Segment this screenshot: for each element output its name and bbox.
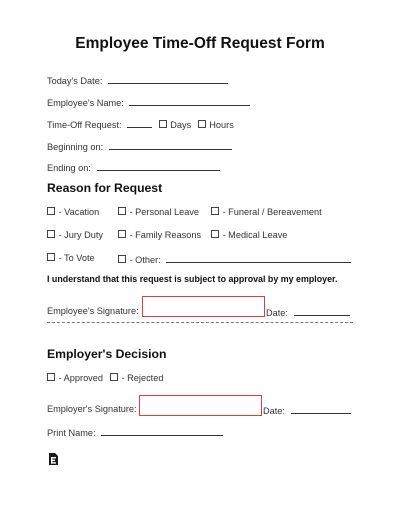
checkbox-icon[interactable] (47, 253, 55, 261)
employee-date-label: Date: (266, 308, 288, 318)
employee-date-row (266, 306, 350, 318)
checkbox-icon[interactable] (211, 230, 219, 238)
reason-option-family-reasons[interactable] (118, 230, 201, 240)
eforms-logo-icon (49, 453, 58, 465)
form-title: Employee Time-Off Request Form (75, 35, 325, 52)
checkbox-icon[interactable] (118, 255, 126, 263)
divider (47, 322, 353, 323)
todays-date-label: Today's Date: (47, 76, 103, 86)
employee-name-field[interactable] (129, 96, 250, 106)
checkbox-icon[interactable] (211, 207, 219, 215)
decision-option-approved[interactable] (47, 373, 103, 383)
employer-date-label: Date: (263, 406, 285, 416)
days-checkbox-icon[interactable] (159, 120, 167, 128)
reason-option-jury-duty[interactable] (47, 230, 103, 240)
hours-label: Hours (209, 120, 234, 130)
checkbox-icon[interactable] (47, 230, 55, 238)
checkbox-icon[interactable] (110, 373, 118, 381)
print-name-label: Print Name: (47, 428, 96, 438)
reason-option-funeral[interactable] (211, 207, 322, 217)
ending-on-field[interactable] (97, 161, 220, 171)
print-name-row (47, 426, 223, 438)
ending-on-row (47, 161, 220, 173)
time-off-amount-field[interactable] (127, 118, 152, 128)
checkbox-icon[interactable] (47, 207, 55, 215)
checkbox-icon[interactable] (118, 207, 126, 215)
checkbox-icon[interactable] (47, 373, 55, 381)
eforms-logo-icon (49, 452, 58, 464)
time-off-request-row (47, 118, 234, 130)
employee-name-row (47, 96, 250, 108)
employer-date-field[interactable] (291, 404, 351, 414)
reason-option-label: - Funeral / Bereavement (222, 207, 322, 217)
reason-option-personal-leave[interactable] (118, 207, 199, 217)
ending-on-label: Ending on: (47, 163, 91, 173)
reason-heading: Reason for Request (47, 181, 163, 195)
decision-heading: Employer's Decision (47, 347, 167, 361)
beginning-on-row (47, 140, 232, 152)
decision-option-label: - Rejected (121, 373, 164, 383)
employee-signature-box[interactable] (142, 296, 265, 317)
decision-option-rejected[interactable] (110, 373, 163, 383)
reason-option-label: - Medical Leave (222, 230, 288, 240)
reason-option-label: - Jury Duty (58, 230, 103, 240)
reason-option-label: - Other: (129, 255, 161, 265)
beginning-on-label: Beginning on: (47, 142, 104, 152)
employer-signature-label: Employer's Signature: (47, 404, 137, 414)
decision-option-label: - Approved (58, 373, 103, 383)
days-label: Days (170, 120, 192, 130)
acknowledgement-text: I understand that this request is subject to approval by my employer. (47, 274, 338, 284)
employee-date-field[interactable] (294, 306, 350, 316)
reason-option-vacation[interactable] (47, 207, 99, 217)
time-off-request-label: Time-Off Request: (47, 120, 122, 130)
employee-name-label: Employee's Name: (47, 98, 124, 108)
checkbox-icon[interactable] (118, 230, 126, 238)
reason-option-medical-leave[interactable] (211, 230, 287, 240)
employer-signature-box[interactable] (139, 395, 262, 416)
reason-option-label: - To Vote (58, 253, 95, 263)
employee-signature-label: Employee's Signature: (47, 306, 139, 316)
employer-date-row (263, 404, 351, 416)
reason-option-label: - Personal Leave (129, 207, 200, 217)
todays-date-row (47, 74, 228, 86)
reason-option-other[interactable] (118, 253, 351, 265)
hours-checkbox-icon[interactable] (198, 120, 206, 128)
print-name-field[interactable] (101, 426, 223, 436)
reason-option-to-vote[interactable] (47, 253, 95, 263)
other-reason-field[interactable] (166, 253, 351, 263)
reason-option-label: - Vacation (58, 207, 100, 217)
beginning-on-field[interactable] (109, 140, 232, 150)
reason-option-label: - Family Reasons (129, 230, 202, 240)
todays-date-field[interactable] (108, 74, 228, 84)
